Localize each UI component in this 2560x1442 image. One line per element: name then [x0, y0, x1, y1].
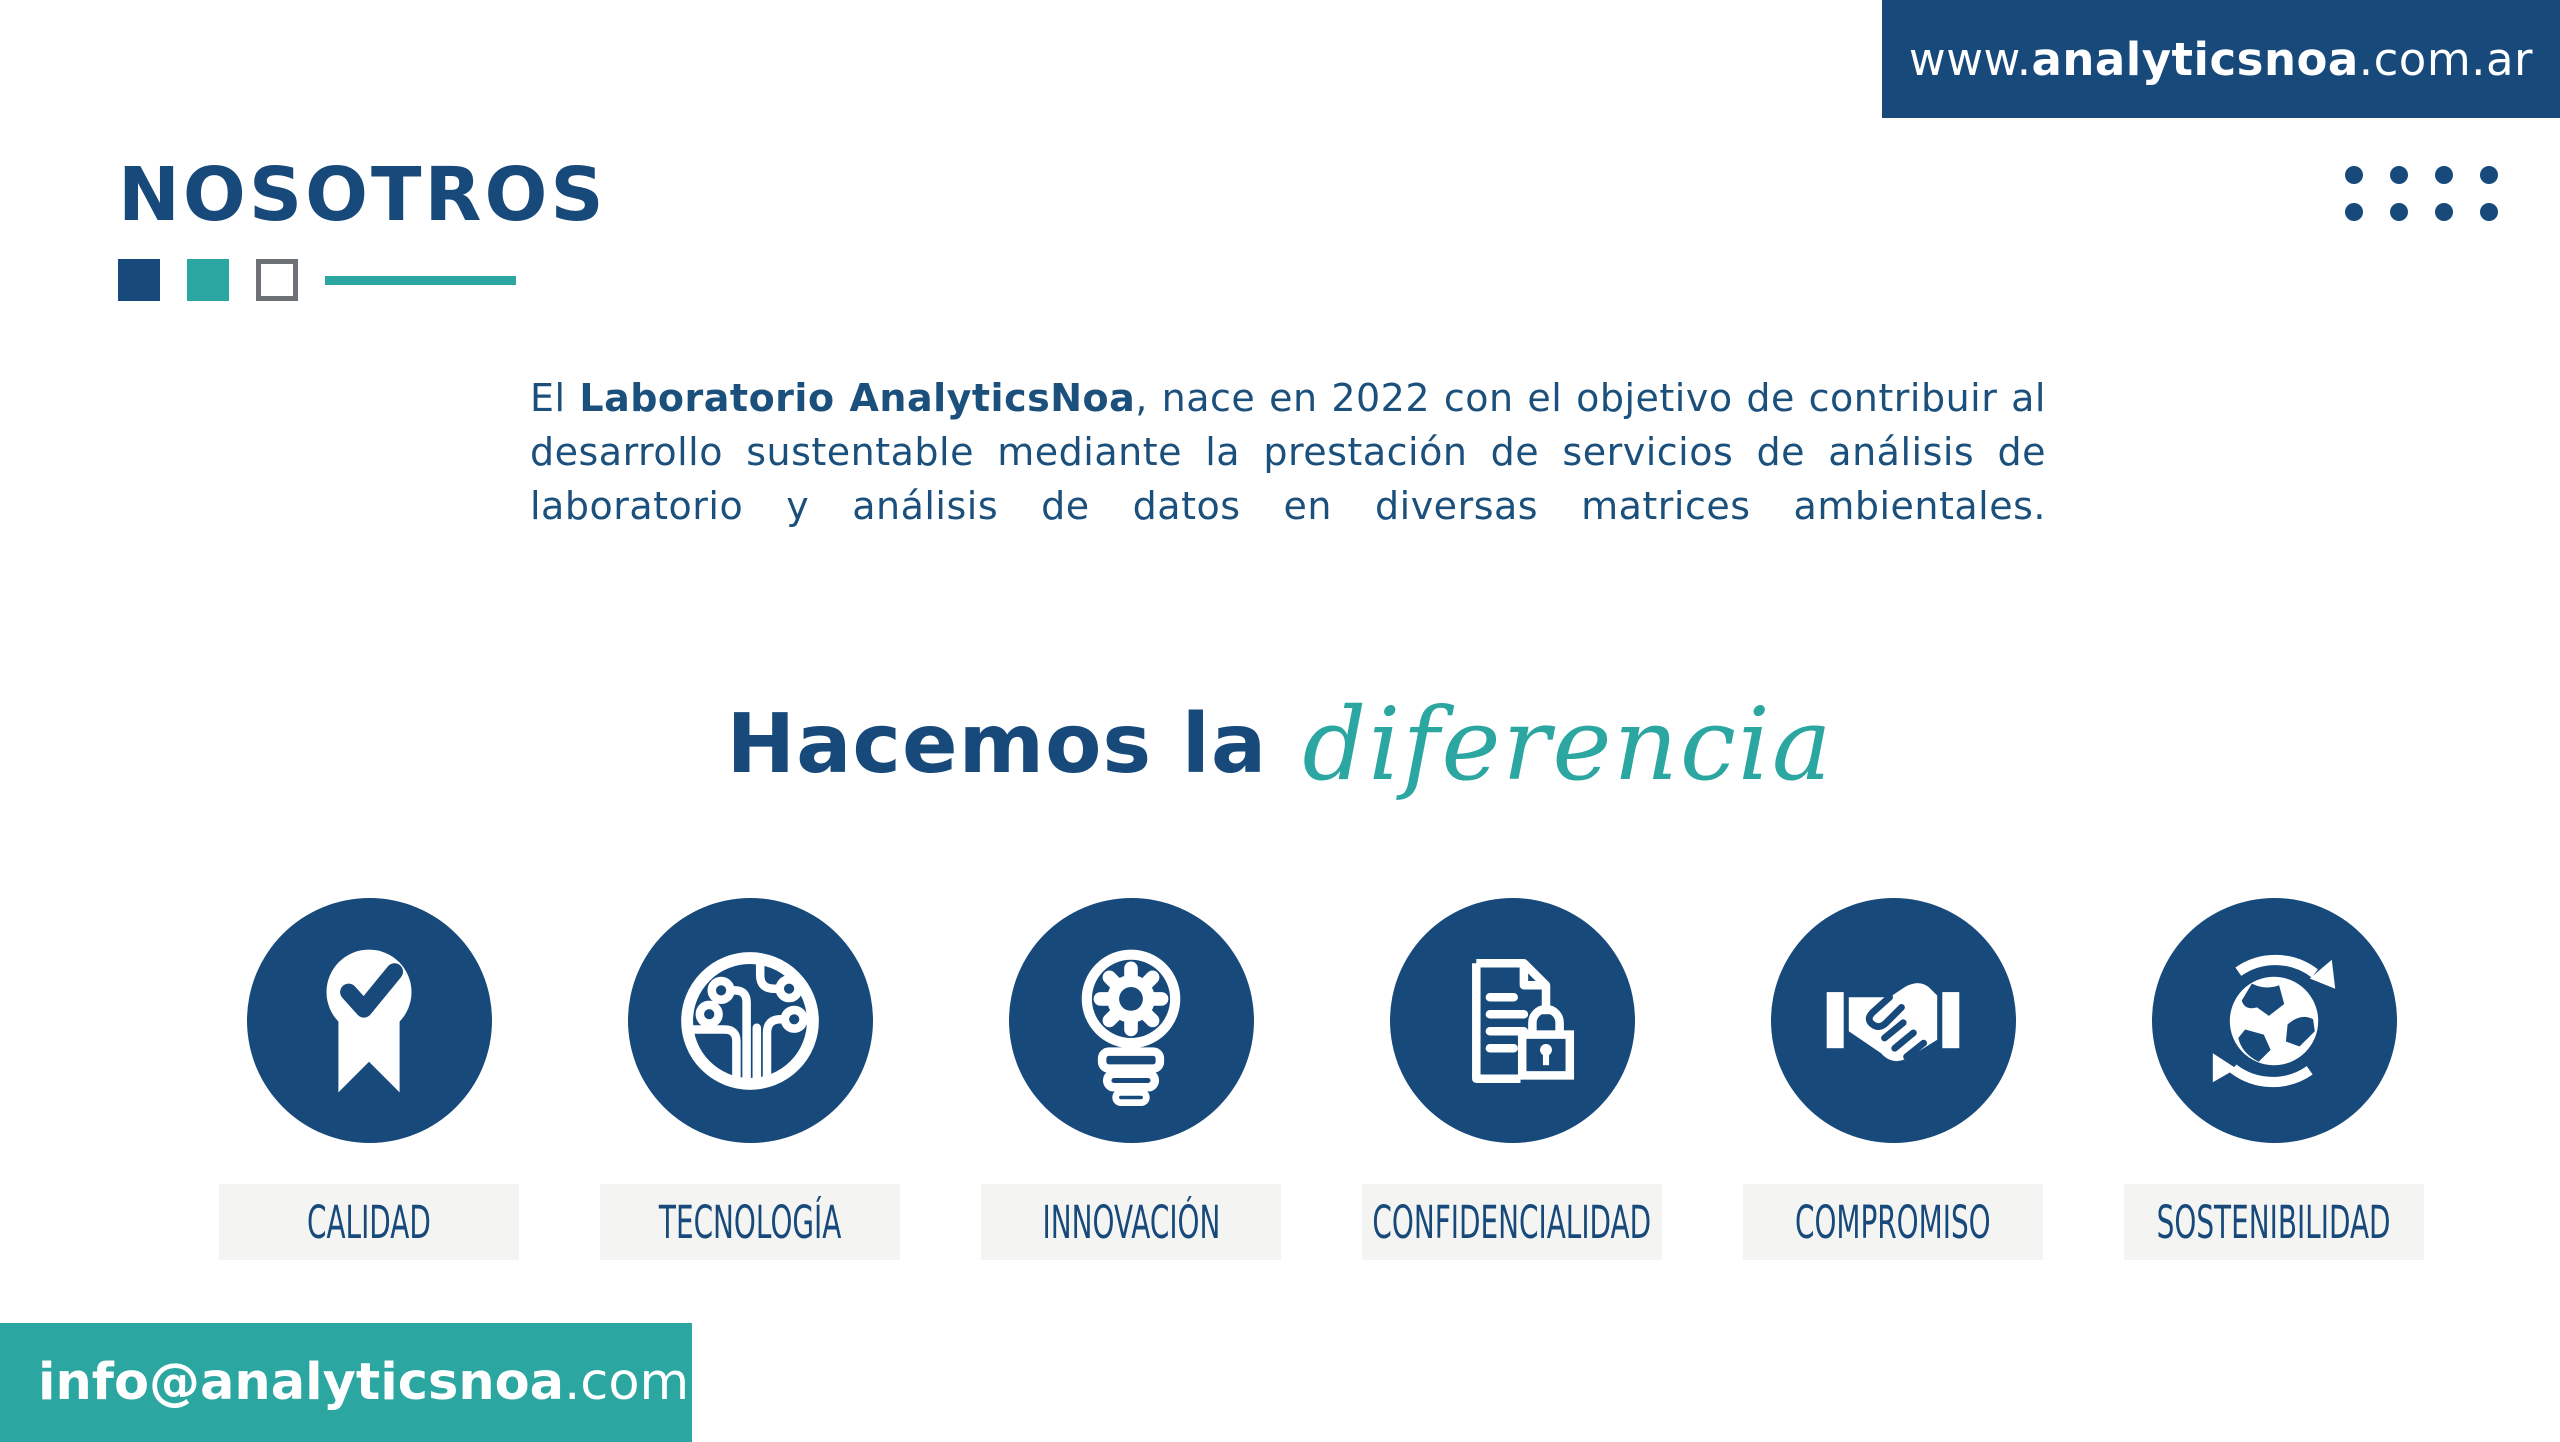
circuit-icon	[665, 936, 835, 1106]
intro-highlight: Laboratorio AnalyticsNoa	[579, 376, 1136, 420]
intro-line-3: laboratorio y análisis de datos en diversas matrices ambientales.	[530, 483, 2046, 528]
value-icon-circle	[2152, 898, 2397, 1143]
email-address: info@analyticsnoa.com.ar	[38, 1353, 758, 1412]
globe-arrows-icon	[2189, 936, 2359, 1106]
value-label: CONFIDENCIALIDAD	[1362, 1184, 1662, 1260]
value-item-sostenibilidad	[2124, 898, 2424, 1260]
heading-accents	[118, 258, 607, 302]
accent-line	[325, 276, 516, 285]
value-icon-circle	[628, 898, 873, 1143]
dot	[2480, 203, 2498, 221]
value-label: TECNOLOGÍA	[600, 1184, 900, 1260]
value-item-confidencialidad	[1362, 898, 1662, 1260]
value-label: INNOVACIÓN	[981, 1184, 1281, 1260]
page-title: NOSOTROS	[118, 152, 607, 238]
value-label: COMPROMISO	[1743, 1184, 2043, 1260]
accent-square-blue	[118, 259, 160, 301]
value-icon-circle	[1009, 898, 1254, 1143]
value-label: CALIDAD	[219, 1184, 519, 1260]
document-lock-icon	[1427, 936, 1597, 1106]
value-label: SOSTENIBILIDAD	[2124, 1184, 2424, 1260]
email-banner[interactable]	[0, 1323, 758, 1442]
bulb-gear-icon	[1046, 936, 1216, 1106]
value-item-calidad	[219, 898, 519, 1260]
value-icon-circle	[1390, 898, 1635, 1143]
intro-paragraph	[530, 372, 2046, 534]
dot	[2435, 166, 2453, 184]
tagline	[0, 686, 2560, 803]
intro-line-2: desarrollo sustentable mediante la prestación de servicios de análisis de	[530, 429, 2046, 474]
value-item-tecnologia	[600, 898, 900, 1260]
dot	[2390, 166, 2408, 184]
tagline-script: diferencia	[1302, 686, 1834, 803]
dot	[2345, 203, 2363, 221]
dots-decoration	[2345, 166, 2498, 221]
handshake-icon	[1808, 936, 1978, 1106]
accent-square-outline	[256, 259, 298, 301]
value-item-compromiso	[1743, 898, 2043, 1260]
tagline-normal: Hacemos la	[726, 697, 1268, 792]
dot	[2435, 203, 2453, 221]
website-url: www.analyticsnoa.com.ar	[1908, 32, 2534, 86]
dot	[2390, 203, 2408, 221]
dot	[2480, 166, 2498, 184]
website-banner[interactable]	[1882, 0, 2560, 118]
accent-square-teal	[187, 259, 229, 301]
value-icon-circle	[1771, 898, 2016, 1143]
intro-line-1: El Laboratorio AnalyticsNoa, nace en 2022 con el objetivo de contribuir al	[530, 376, 2046, 420]
dot	[2345, 166, 2363, 184]
value-icon-circle	[247, 898, 492, 1143]
value-item-innovacion	[981, 898, 1281, 1260]
values-row	[219, 898, 2424, 1260]
award-badge-icon	[284, 936, 454, 1106]
section-header	[118, 152, 607, 302]
